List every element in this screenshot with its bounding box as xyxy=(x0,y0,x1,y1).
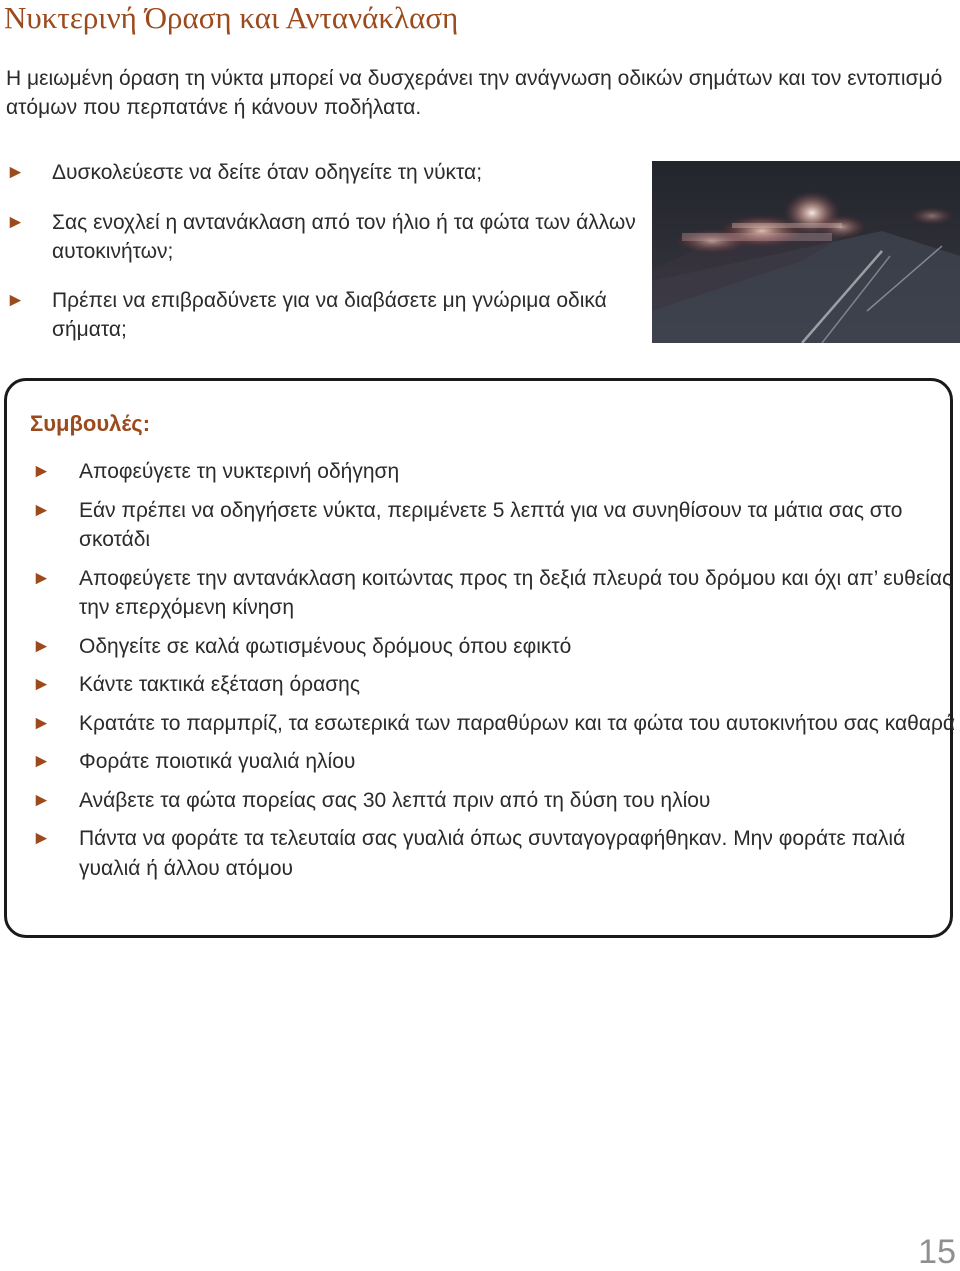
list-item xyxy=(32,786,958,816)
list-item xyxy=(6,286,646,344)
bullet-arrow-icon: ► xyxy=(32,751,51,772)
bullet-arrow-icon: ► xyxy=(32,712,51,734)
bullet-arrow-icon: ► xyxy=(32,635,51,657)
tip-text: Ανάβετε τα φώτα πορείας σας 30 λεπτά πριν από τη δύση του ηλίου xyxy=(79,788,711,812)
tip-text: Αποφεύγετε τη νυκτερινή οδήγηση xyxy=(79,460,400,483)
list-item xyxy=(6,158,646,187)
list-item xyxy=(32,457,958,487)
tip-text: Πάντα να φοράτε τα τελευταία σας γυαλιά όπως συνταγογραφήθηκαν. Μην φοράτε παλιά γυαλιά ή άλλου ατόμου xyxy=(79,827,906,880)
tips-heading: Συμβουλές: xyxy=(30,411,151,436)
page-title: Νυκτερινή Όραση και Αντανάκλαση xyxy=(4,0,459,35)
bullet-arrow-icon: ► xyxy=(32,674,51,695)
question-list xyxy=(6,158,646,365)
bullet-arrow-icon: ► xyxy=(6,162,25,183)
list-item xyxy=(32,496,958,555)
tip-text: Φοράτε ποιοτικά γυαλιά ηλίου xyxy=(79,750,356,773)
bullet-arrow-icon: ► xyxy=(32,789,51,811)
list-item xyxy=(6,208,646,266)
list-item xyxy=(32,564,958,623)
night-road-glare-photo xyxy=(652,161,960,343)
list-item xyxy=(32,747,958,777)
question-text: Πρέπει να επιβραδύνετε για να διαβάσετε μη γνώριμα οδικά σήματα; xyxy=(52,289,607,341)
tip-text: Εάν πρέπει να οδηγήσετε νύκτα, περιμένετε 5 λεπτά για να συνηθίσουν τα μάτια σας στο σκοτάδι xyxy=(79,498,903,551)
list-item xyxy=(32,632,958,662)
page-number: 15 xyxy=(918,1233,956,1271)
list-item xyxy=(32,709,958,739)
tips-list xyxy=(32,457,958,892)
intro-paragraph: Η μειωμένη όραση τη νύκτα μπορεί να δυσχεράνει την ανάγνωση οδικών σημάτων και τον εντοπισμό ατόμων που περπατάνε ή κάνουν ποδήλατα. xyxy=(6,67,943,119)
bullet-arrow-icon: ► xyxy=(32,828,51,849)
bullet-arrow-icon: ► xyxy=(32,461,51,482)
list-item xyxy=(32,824,958,883)
tip-text: Οδηγείτε σε καλά φωτισμένους δρόμους όπου εφικτό xyxy=(79,634,572,658)
list-item xyxy=(32,670,958,700)
question-text: Δυσκολεύεστε να δείτε όταν οδηγείτε τη νύκτα; xyxy=(52,161,483,184)
tip-text: Κρατάτε το παρμπρίζ, τα εσωτερικά των παραθύρων και τα φώτα του αυτοκινήτου σας καθαρά xyxy=(79,711,956,735)
bullet-arrow-icon: ► xyxy=(32,499,51,521)
tip-text: Κάντε τακτικά εξέταση όρασης xyxy=(79,673,360,696)
bullet-arrow-icon: ► xyxy=(32,567,51,589)
tip-text: Αποφεύγετε την αντανάκλαση κοιτώντας προς τη δεξιά πλευρά του δρόμου και όχι απ’ ευθείας την επερχόμενη κίνηση xyxy=(79,566,953,619)
bullet-arrow-icon: ► xyxy=(6,212,25,233)
bullet-arrow-icon: ► xyxy=(6,290,25,311)
question-text: Σας ενοχλεί η αντανάκλαση από τον ήλιο ή τα φώτα των άλλων αυτοκινήτων; xyxy=(52,211,636,263)
